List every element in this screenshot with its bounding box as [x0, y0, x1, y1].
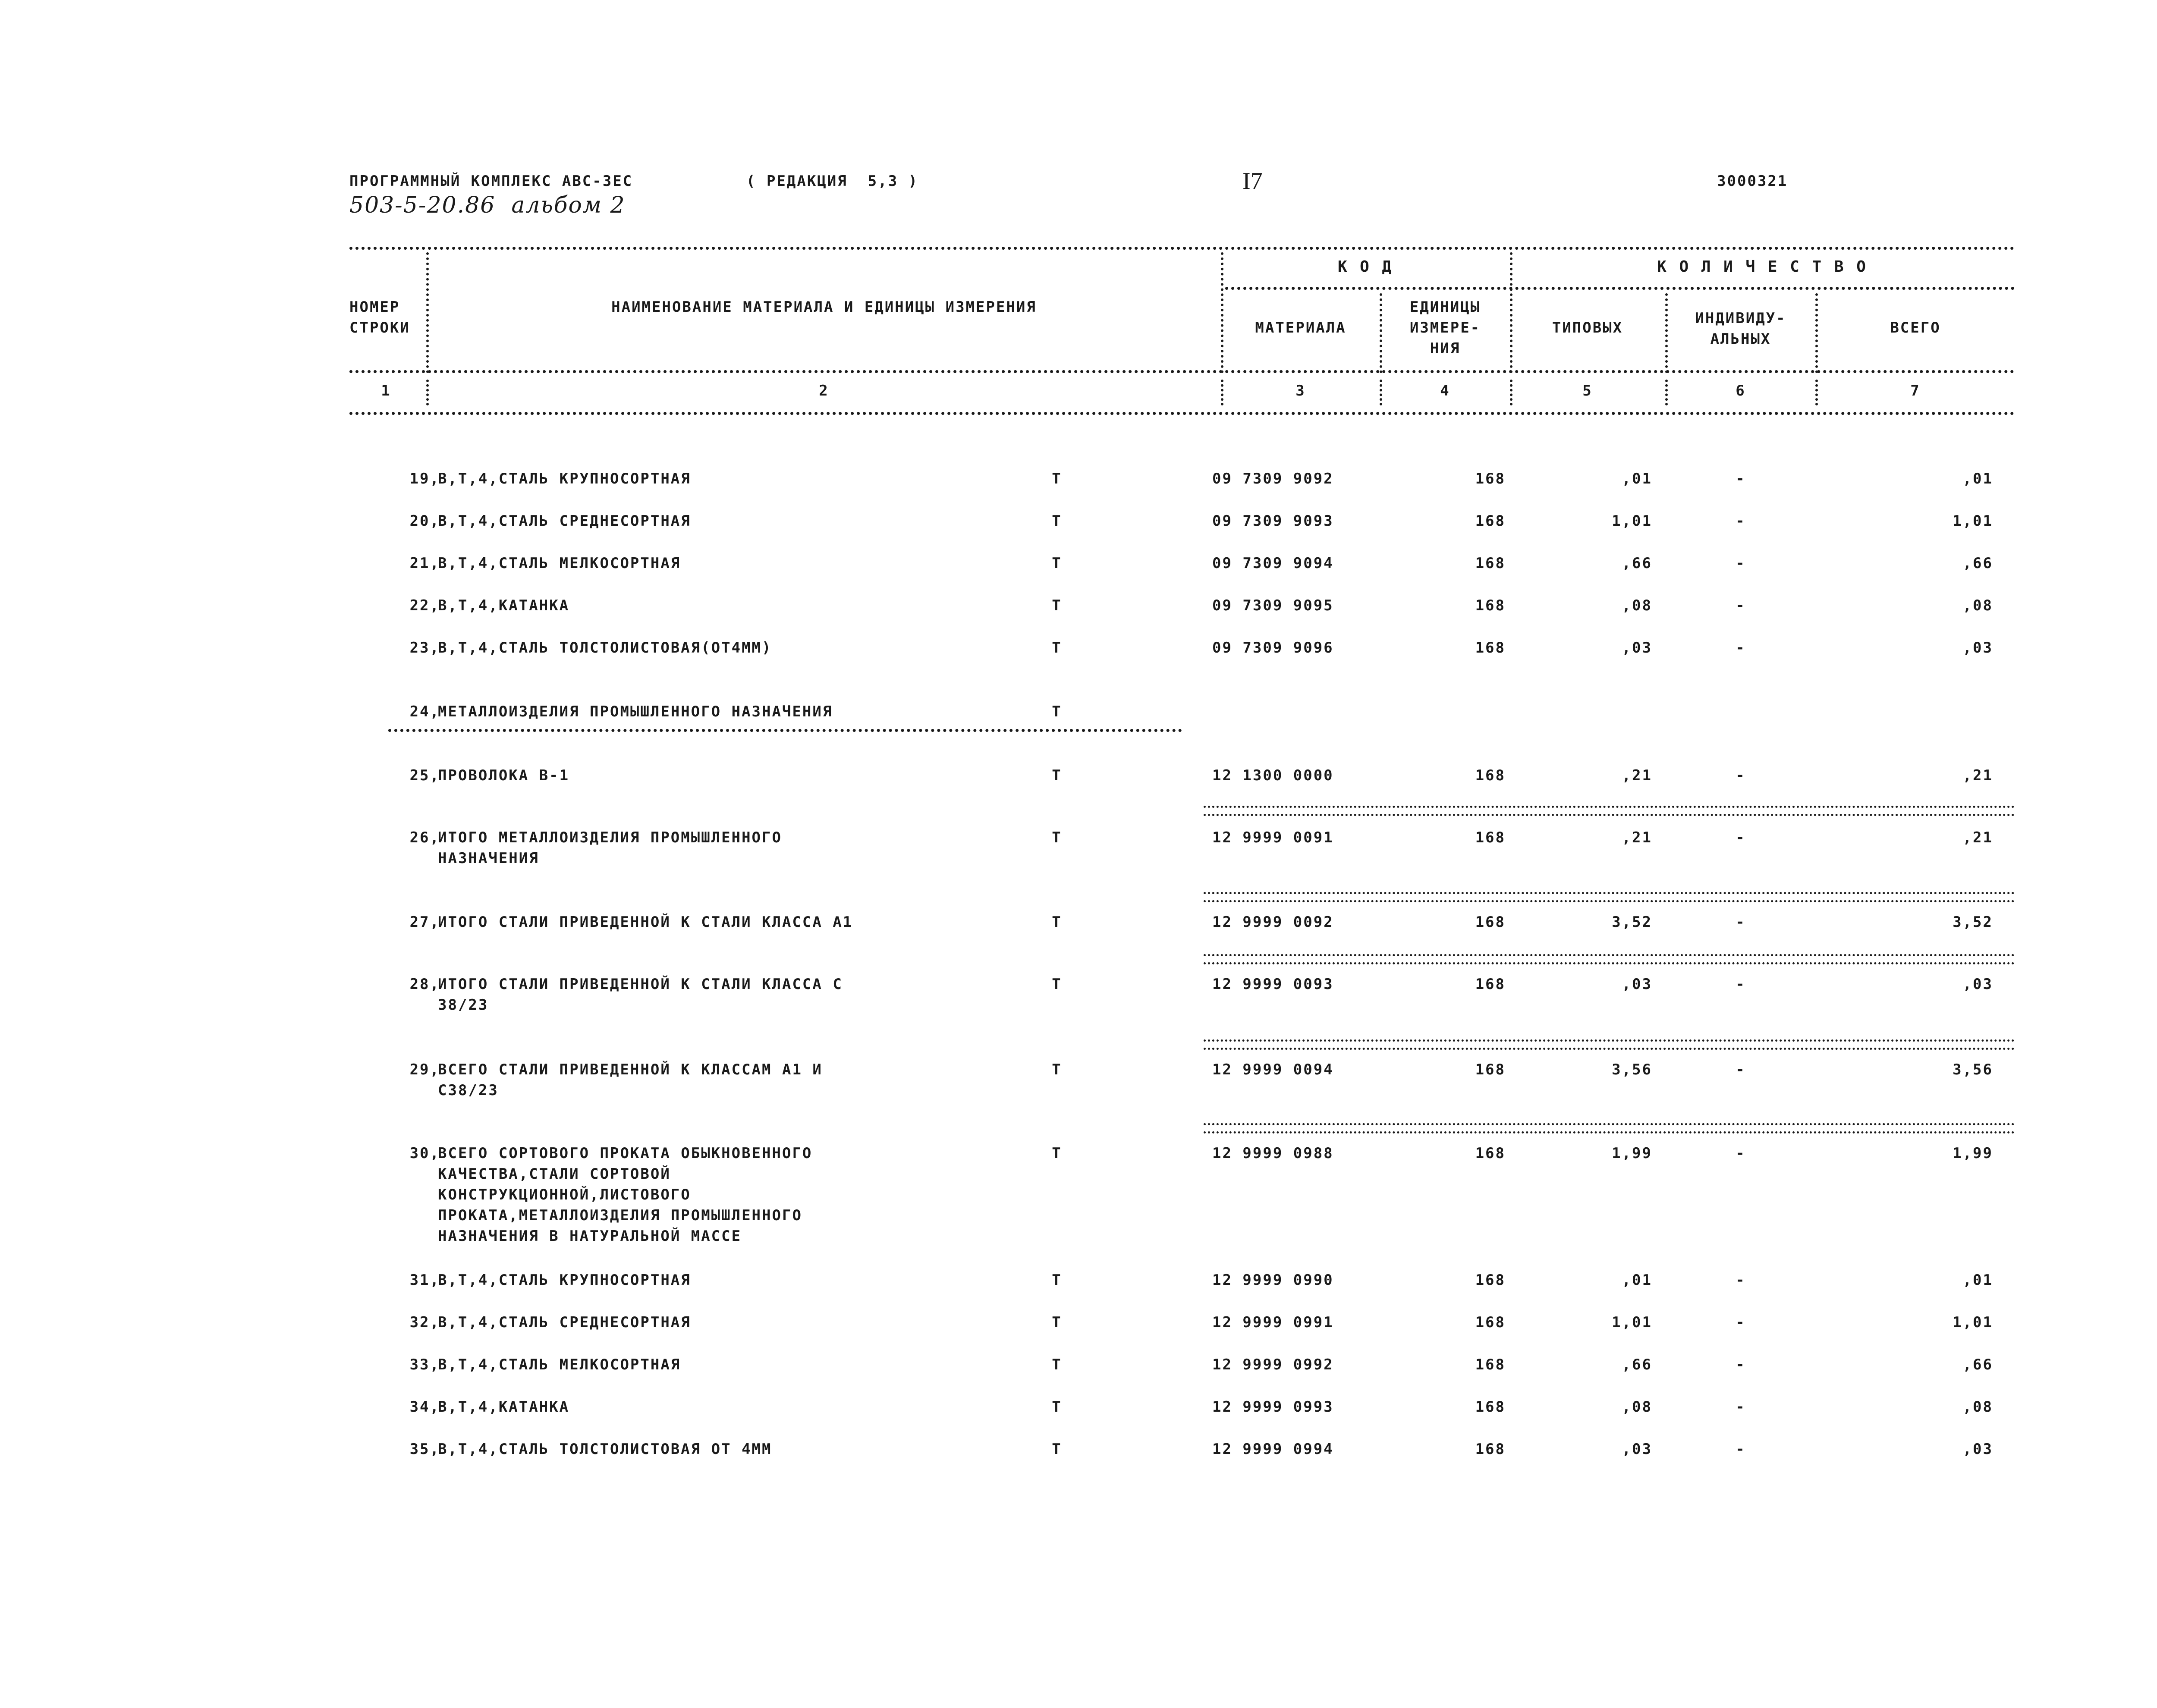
cell-typ: 3,52: [1612, 914, 1652, 931]
group-code-header: К О Д: [1337, 258, 1393, 276]
cell-unit: 168: [1475, 1061, 1506, 1078]
cell-unit: 168: [1475, 512, 1506, 530]
col-individual-line1: ИНДИВИДУ-: [1695, 310, 1786, 327]
cell-typ: 1,01: [1612, 512, 1652, 530]
cell-unit: 168: [1475, 1272, 1506, 1289]
cell-total: 1,01: [1953, 1314, 1993, 1331]
cell-ind: -: [1736, 914, 1746, 931]
cell-name: ПРОКАТА,МЕТАЛЛОИЗДЕЛИЯ ПРОМЫШЛЕННОГО: [438, 1207, 802, 1224]
sep-typical: [1665, 293, 1668, 373]
double-rule-row-30: [1204, 1123, 2015, 1133]
cell-ind: -: [1736, 639, 1746, 656]
cell-ind: -: [1736, 1398, 1746, 1416]
cell-n: 27,: [409, 914, 440, 931]
cell-n: 31,: [409, 1272, 440, 1289]
cell-code: 12 9999 0091: [1212, 829, 1334, 846]
cell-n: 20,: [409, 512, 440, 530]
cell-n: 29,: [409, 1061, 440, 1078]
cell-unit-t: Т: [1052, 829, 1062, 846]
cell-unit-t: Т: [1052, 470, 1062, 487]
cell-code: 09 7309 9094: [1212, 555, 1334, 572]
cell-unit: 168: [1475, 1314, 1506, 1331]
cell-total: ,01: [1962, 470, 1993, 487]
cell-typ: ,03: [1622, 1441, 1652, 1458]
cell-total: ,03: [1962, 639, 1993, 656]
sep-individual-colnum: [1815, 380, 1818, 405]
cell-unit-t: Т: [1052, 914, 1062, 931]
cell-unit-t: Т: [1052, 1441, 1062, 1458]
handwritten-reference: 503-5-20.86 альбом 2: [349, 192, 626, 218]
cell-total: 3,52: [1953, 914, 1993, 931]
group-subrule: [1225, 287, 2015, 290]
cell-name: ИТОГО СТАЛИ ПРИВЕДЕННОЙ К СТАЛИ КЛАССА С: [438, 976, 843, 993]
cell-n: 21,: [409, 555, 440, 572]
cell-unit: 168: [1475, 976, 1506, 993]
cell-typ: ,66: [1622, 555, 1652, 572]
cell-unit: 168: [1475, 555, 1506, 572]
cell-name: В,Т,4,СТАЛЬ МЕЛКОСОРТНАЯ: [438, 1356, 681, 1373]
cell-name: С38/23: [438, 1082, 499, 1099]
cell-unit: 168: [1475, 767, 1506, 784]
cell-n: 35,: [409, 1441, 440, 1458]
cell-n: 30,: [409, 1145, 440, 1162]
group-quantity-header: К О Л И Ч Е С Т В О: [1657, 258, 1868, 276]
cell-total: ,66: [1962, 1356, 1993, 1373]
cell-typ: 1,01: [1612, 1314, 1652, 1331]
sep-num: [426, 252, 429, 373]
cell-typ: ,08: [1622, 597, 1652, 614]
cell-name: В,Т,4,СТАЛЬ КРУПНОСОРТНАЯ: [438, 1272, 691, 1289]
sep-num-colnum: [426, 380, 429, 405]
cell-name: НАЗНАЧЕНИЯ В НАТУРАЛЬНОЙ МАССЕ: [438, 1228, 742, 1245]
double-rule-row-29: [1204, 1039, 2015, 1050]
cell-unit-t: Т: [1052, 639, 1062, 656]
cell-code: 12 9999 0994: [1212, 1441, 1334, 1458]
col-num-line2: СТРОКИ: [349, 319, 410, 336]
colnum-5: 5: [1582, 382, 1593, 399]
cell-total: 1,01: [1953, 512, 1993, 530]
cell-total: ,08: [1962, 1398, 1993, 1416]
cell-unit-t: Т: [1052, 703, 1062, 720]
cell-code: 12 1300 0000: [1212, 767, 1334, 784]
cell-code: 09 7309 9092: [1212, 470, 1334, 487]
col-typical-header: ТИПОВЫХ: [1552, 319, 1623, 336]
colnum-6: 6: [1736, 382, 1746, 399]
cell-unit-t: Т: [1052, 1398, 1062, 1416]
edition-label: ( РЕДАКЦИЯ 5,3 ): [746, 173, 918, 190]
cell-n: 23,: [409, 639, 440, 656]
cell-typ: ,03: [1622, 639, 1652, 656]
double-rule-row-27: [1204, 892, 2015, 902]
cell-n: 28,: [409, 976, 440, 993]
cell-unit-t: Т: [1052, 1272, 1062, 1289]
cell-unit-t: Т: [1052, 1145, 1062, 1162]
colnum-4: 4: [1440, 382, 1450, 399]
cell-unit-t: Т: [1052, 767, 1062, 784]
cell-total: ,08: [1962, 597, 1993, 614]
cell-code: 12 9999 0990: [1212, 1272, 1334, 1289]
cell-ind: -: [1736, 1441, 1746, 1458]
cell-n: 33,: [409, 1356, 440, 1373]
cell-unit-t: Т: [1052, 976, 1062, 993]
cell-code: 12 9999 0092: [1212, 914, 1334, 931]
sep-code-colnum: [1510, 380, 1512, 405]
cell-total: ,03: [1962, 976, 1993, 993]
cell-n: 25,: [409, 767, 440, 784]
cell-typ: ,01: [1622, 1272, 1652, 1289]
cell-unit-t: Т: [1052, 555, 1062, 572]
colnum-7: 7: [1910, 382, 1921, 399]
sep-material-colnum: [1380, 380, 1382, 405]
cell-total: 1,99: [1953, 1145, 1993, 1162]
cell-typ: ,21: [1622, 829, 1652, 846]
cell-unit: 168: [1475, 1398, 1506, 1416]
cell-code: 12 9999 0991: [1212, 1314, 1334, 1331]
cell-name: В,Т,4,СТАЛЬ СРЕДНЕСОРТНАЯ: [438, 512, 691, 530]
cell-name: В,Т,4,КАТАНКА: [438, 597, 570, 614]
cell-name: ВСЕГО СОРТОВОГО ПРОКАТА ОБЫКНОВЕННОГО: [438, 1145, 813, 1162]
cell-code: 09 7309 9093: [1212, 512, 1334, 530]
colnum-1: 1: [381, 382, 391, 399]
colnum-2: 2: [819, 382, 829, 399]
sep-name: [1221, 252, 1223, 373]
sep-name-colnum: [1221, 380, 1223, 405]
col-unit-line1: ЕДИНИЦЫ: [1409, 298, 1481, 316]
cell-unit: 168: [1475, 1441, 1506, 1458]
cell-typ: ,01: [1622, 470, 1652, 487]
cell-code: 09 7309 9095: [1212, 597, 1334, 614]
cell-unit: 168: [1475, 470, 1506, 487]
cell-total: ,21: [1962, 829, 1993, 846]
header-top-rule: [349, 247, 2015, 250]
sep-typical-colnum: [1665, 380, 1668, 405]
cell-ind: -: [1736, 976, 1746, 993]
header-bottom-rule: [349, 412, 2015, 415]
header-mid-rule: [349, 370, 2015, 373]
cell-code: 12 9999 0093: [1212, 976, 1334, 993]
cell-unit: 168: [1475, 1145, 1506, 1162]
cell-typ: 1,99: [1612, 1145, 1652, 1162]
cell-name: ИТОГО МЕТАЛЛОИЗДЕЛИЯ ПРОМЫШЛЕННОГО: [438, 829, 782, 846]
cell-name: В,Т,4,СТАЛЬ КРУПНОСОРТНАЯ: [438, 470, 691, 487]
cell-n: 22,: [409, 597, 440, 614]
cell-code: 12 9999 0988: [1212, 1145, 1334, 1162]
cell-n: 24,: [409, 703, 440, 720]
double-rule-row-28: [1204, 954, 2015, 964]
cell-name: В,Т,4,СТАЛЬ СРЕДНЕСОРТНАЯ: [438, 1314, 691, 1331]
cell-name: ИТОГО СТАЛИ ПРИВЕДЕННОЙ К СТАЛИ КЛАССА А1: [438, 914, 853, 931]
cell-unit-t: Т: [1052, 597, 1062, 614]
cell-ind: -: [1736, 597, 1746, 614]
cell-name: 38/23: [438, 996, 489, 1014]
cell-n: 26,: [409, 829, 440, 846]
cell-total: ,01: [1962, 1272, 1993, 1289]
cell-unit: 168: [1475, 1356, 1506, 1373]
cell-typ: ,21: [1622, 767, 1652, 784]
sep-code: [1510, 252, 1512, 373]
cell-ind: -: [1736, 1272, 1746, 1289]
cell-total: ,03: [1962, 1441, 1993, 1458]
cell-unit: 168: [1475, 639, 1506, 656]
cell-name: КОНСТРУКЦИОННОЙ,ЛИСТОВОГО: [438, 1186, 691, 1203]
document-code: 3000321: [1717, 173, 1788, 190]
program-title: ПРОГРАММНЫЙ КОМПЛЕКС АВС-ЗЕС: [349, 173, 633, 190]
cell-ind: -: [1736, 512, 1746, 530]
sep-individual: [1815, 293, 1818, 373]
cell-unit-t: Т: [1052, 512, 1062, 530]
rule-after-row-24: [388, 729, 1182, 732]
cell-ind: -: [1736, 767, 1746, 784]
cell-name: КАЧЕСТВА,СТАЛИ СОРТОВОЙ: [438, 1165, 671, 1183]
cell-total: 3,56: [1953, 1061, 1993, 1078]
sep-material: [1380, 293, 1382, 373]
col-material-header: МАТЕРИАЛА: [1255, 319, 1346, 336]
colnum-3: 3: [1295, 382, 1306, 399]
cell-total: ,66: [1962, 555, 1993, 572]
cell-name: В,Т,4,КАТАНКА: [438, 1398, 570, 1416]
cell-n: 34,: [409, 1398, 440, 1416]
col-unit-line3: НИЯ: [1430, 340, 1461, 357]
cell-typ: ,03: [1622, 976, 1652, 993]
cell-ind: -: [1736, 470, 1746, 487]
cell-ind: -: [1736, 1061, 1746, 1078]
col-unit-line2: ИЗМЕРЕ-: [1409, 319, 1481, 336]
cell-code: 09 7309 9096: [1212, 639, 1334, 656]
col-num-line1: НОМЕР: [349, 298, 400, 316]
cell-name: В,Т,4,СТАЛЬ ТОЛСТОЛИСТОВАЯ ОТ 4ММ: [438, 1441, 772, 1458]
cell-name: МЕТАЛЛОИЗДЕЛИЯ ПРОМЫШЛЕННОГО НАЗНАЧЕНИЯ: [438, 703, 833, 720]
cell-name: ПРОВОЛОКА В-1: [438, 767, 570, 784]
col-individual-line2: АЛЬНЫХ: [1710, 330, 1771, 348]
cell-name: ВСЕГО СТАЛИ ПРИВЕДЕННОЙ К КЛАССАМ А1 И: [438, 1061, 823, 1078]
cell-name: В,Т,4,СТАЛЬ МЕЛКОСОРТНАЯ: [438, 555, 681, 572]
cell-n: 19,: [409, 470, 440, 487]
cell-ind: -: [1736, 555, 1746, 572]
col-total-header: ВСЕГО: [1890, 319, 1941, 336]
cell-name: В,Т,4,СТАЛЬ ТОЛСТОЛИСТОВАЯ(ОТ4ММ): [438, 639, 772, 656]
cell-typ: ,08: [1622, 1398, 1652, 1416]
cell-ind: -: [1736, 1145, 1746, 1162]
cell-unit-t: Т: [1052, 1356, 1062, 1373]
cell-code: 12 9999 0993: [1212, 1398, 1334, 1416]
cell-unit: 168: [1475, 597, 1506, 614]
cell-unit-t: Т: [1052, 1061, 1062, 1078]
cell-typ: ,66: [1622, 1356, 1652, 1373]
cell-code: 12 9999 0992: [1212, 1356, 1334, 1373]
cell-ind: -: [1736, 1314, 1746, 1331]
page-number: I7: [1242, 168, 1263, 195]
cell-unit-t: Т: [1052, 1314, 1062, 1331]
cell-code: 12 9999 0094: [1212, 1061, 1334, 1078]
cell-typ: 3,56: [1612, 1061, 1652, 1078]
cell-name: НАЗНАЧЕНИЯ: [438, 850, 539, 867]
cell-total: ,21: [1962, 767, 1993, 784]
double-rule-row-26: [1204, 806, 2015, 816]
cell-n: 32,: [409, 1314, 440, 1331]
cell-unit: 168: [1475, 914, 1506, 931]
cell-ind: -: [1736, 829, 1746, 846]
cell-ind: -: [1736, 1356, 1746, 1373]
col-name-header: НАИМЕНОВАНИЕ МАТЕРИАЛА И ЕДИНИЦЫ ИЗМЕРЕНИЯ: [611, 298, 1037, 316]
cell-unit: 168: [1475, 829, 1506, 846]
